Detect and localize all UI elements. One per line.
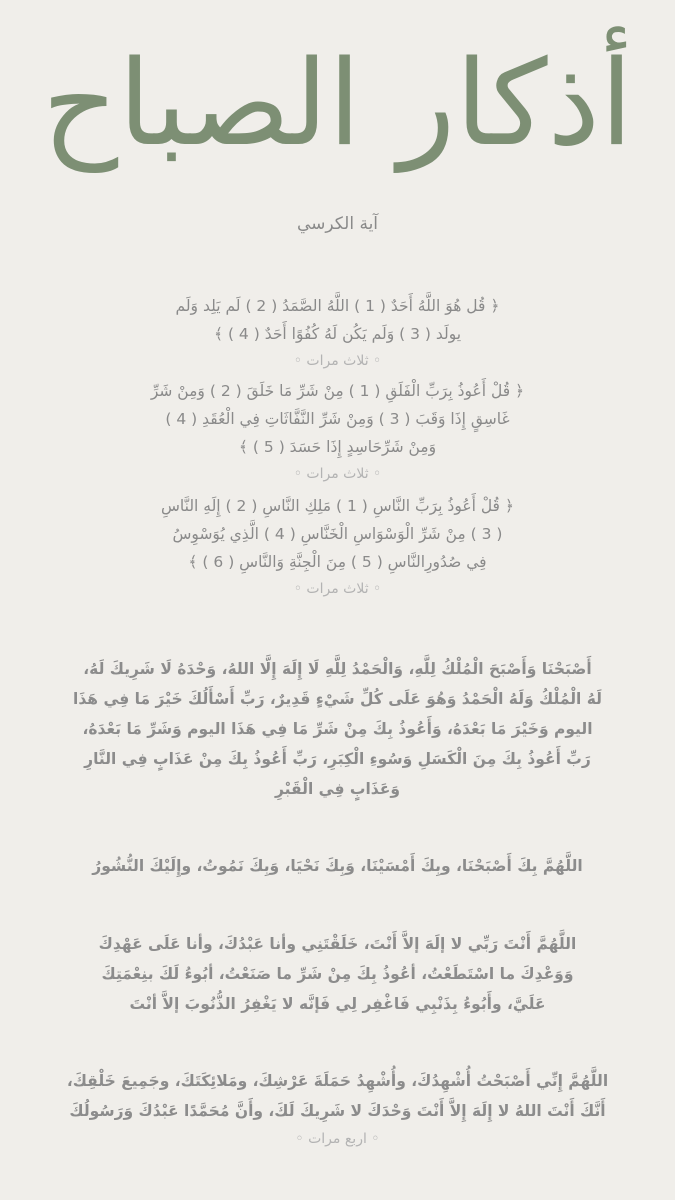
- page-title: أذكار الصباح: [42, 34, 633, 172]
- zikr-line: اللَّهُمَّ أَنْتَ رَبِّي لا إلَهَ إلاَّ أَنْتَ، خَلَقْتَنِي وأنا عَبْدُكَ، وأنا عَلَى عَهْدِكَ: [98, 935, 577, 953]
- repeat-count: ◦ اربع مرات ◦: [295, 1131, 380, 1147]
- zikr-line: لَهُ الْمُلْكُ وَلَهُ الْحَمْدُ وَهُوَ عَلَى كُلِّ شَيْءٍ قَدِيرٌ، رَبِّ أَسْأَلُكَ خَيْرَ مَا فِي هَذَا: [73, 690, 602, 708]
- zikr-line: ( 3 ) مِنْ شَرِّ الْوَسْوَاسِ الْخَنَّاسِ ( 4 ) الَّذِي يُوَسْوِسُ: [172, 525, 503, 543]
- zikr-line: عَلَيَّ، وأَبُوءُ بِذَنْبِي فَاغْفِر لِي فَإنَّه لا يَغْفِرُ الذُّنُوبَ إلاَّ أنْتَ: [129, 995, 546, 1013]
- zikr-line: وَعَذَابٍ فِي الْقَبْرِ: [275, 780, 400, 798]
- zikr-block-ushhiduka: [0, 1066, 675, 1152]
- zikr-line: وَوَعْدِكَ ما اسْتَطَعْتُ، أعُوذُ بِكَ مِنْ شَرِّ ما صَنَعْتُ، أبُوءُ لَكَ بنِعْمَتِكَ: [101, 965, 574, 983]
- repeat-count: ◦ ثلاث مرات ◦: [293, 581, 382, 597]
- zikr-line: اليوم وَخَيْرَ مَا بَعْدَهُ، وَأَعُوذُ بِكَ مِنْ شَرِّ مَا فِي هَذَا اليوم وَشَرِّ مَا بَعْدَهُ،: [82, 720, 593, 738]
- zikr-line: اللَّهُمَّ بِكَ أَصْبَحْنَا، وبِكَ أَمْسَيْنَا، وَبِكَ نَحْيَا، وَبِكَ نَمُوتُ، وإِلَيْكَ النُّشُورُ: [92, 857, 583, 875]
- page-subtitle: آية الكرسي: [296, 214, 379, 234]
- repeat-count: ◦ ثلاث مرات ◦: [293, 466, 382, 482]
- zikr-line: ﴿ قُلْ أَعُوذُ بِرَبِّ الْفَلَقِ ( 1 ) مِنْ شَرِّ مَا خَلَقَ ( 2 ) وَمِنْ شَرِّ: [150, 382, 525, 400]
- zikr-line: وَمِنْ شَرِّحَاسِدٍ إِذَا حَسَدَ ( 5 ) ﴾: [238, 438, 437, 456]
- zikr-line: فِي صُدُورِالنَّاسِ ( 5 ) مِنَ الْجِنَّةِ وَالنَّاسِ ( 6 ) ﴾: [188, 553, 487, 571]
- zikr-block-istighfar: [0, 929, 675, 1019]
- zikr-line: ﴿ قُل هُوَ اللَّهُ أَحَدٌ ( 1 ) اللَّهُ الصَّمَدُ ( 2 ) لَم يَلِد وَلَم: [175, 297, 500, 315]
- zikr-block-falaq: [0, 377, 675, 487]
- zikr-block-bika-asbahna: [0, 851, 675, 881]
- zikr-block-asbahna: [0, 654, 675, 804]
- zikr-line: اللَّهُمَّ إِنِّي أَصْبَحْتُ أُشْهِدُكَ، وأُشْهِدُ حَمَلَةَ عَرْشِكَ، ومَلائِكَتَكَ، وجَمِيعَ خَلْقِكَ،: [66, 1072, 609, 1090]
- repeat-count: ◦ ثلاث مرات ◦: [293, 353, 382, 369]
- zikr-line: ﴿ قُلْ أَعُوذُ بِرَبِّ النَّاسِ ( 1 ) مَلِكِ النَّاسِ ( 2 ) إِلَهِ النَّاسِ: [161, 497, 514, 515]
- zikr-line: أَصْبَحْنَا وَأَصْبَحَ الْمُلْكُ لِلَّهِ، وَالْحَمْدُ لِلَّهِ لَا إِلَهَ إِلَّا اللهُ، وَحْدَهُ لَا شَرِيكَ لَهُ،: [83, 660, 592, 678]
- zikr-line: يولَد ( 3 ) وَلَم يَكُن لَهُ كُفُوًا أَحَدٌ ( 4 ) ﴾: [213, 325, 462, 343]
- zikr-line: رَبِّ أَعُوذُ بِكَ مِنَ الْكَسَلِ وَسُوءِ الْكِبَرِ، رَبِّ أَعُوذُ بِكَ مِنْ عَذَابٍ فِي النَّارِ: [84, 750, 591, 768]
- zikr-block-nas: [0, 492, 675, 602]
- zikr-block-ikhlas: [0, 292, 675, 374]
- zikr-line: غَاسِقٍ إِذَا وَقَبَ ( 3 ) وَمِنْ شَرِّ النَّفَّاثَاتِ فِي الْعُقَدِ ( 4 ): [165, 410, 510, 428]
- zikr-line: أَنَّكَ أَنْتَ اللهُ لا إِلَهَ إِلاَّ أَنْتَ وَحْدَكَ لا شَرِيكَ لَكَ، وأَنَّ مُحَمَّدًا عَبْدُكَ وَرَسُولُكَ: [69, 1102, 606, 1120]
